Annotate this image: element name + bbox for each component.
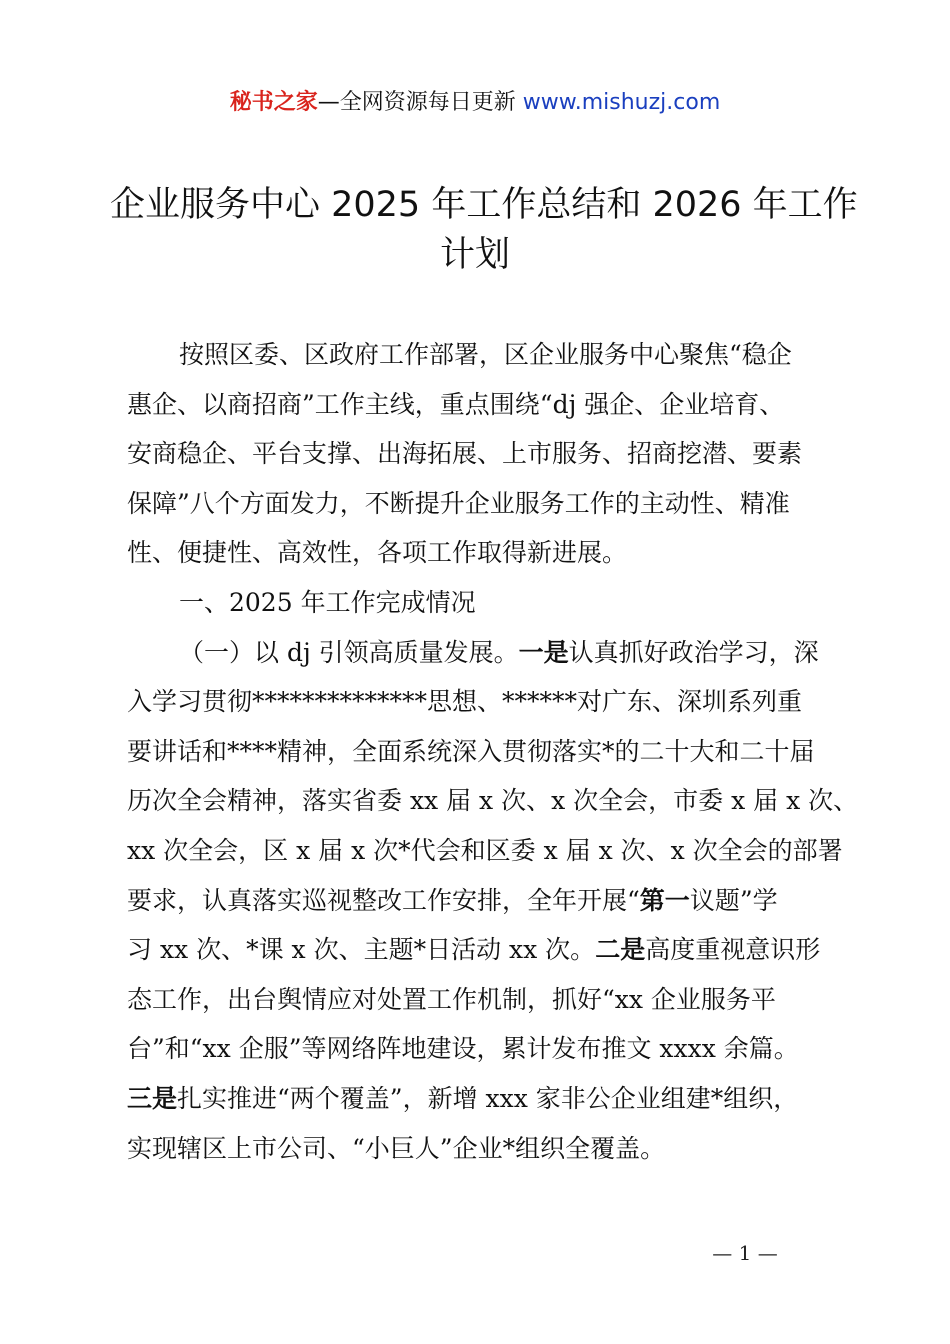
paragraph-1-line: 按照区委、区政府工作部署，区企业服务中心聚焦“稳企 [179,340,792,369]
paragraph-text: 议题”学 [689,885,778,915]
paragraph-2-line: 入学习贯彻**************思想、******对广东、深圳系列重 [127,687,803,717]
document-body [127,330,859,1173]
subsection-heading: （一）以 dj 引领高质量发展。 [179,637,519,667]
paragraph-text: 扎实推进“两个覆盖”，新增 xxx 家非公企业组建*组织， [177,1083,799,1113]
paragraph-text: 认真抓好政治学习，深 [568,637,819,667]
paragraph-1-line: 惠企、以商招商”工作主线，重点围绕“dj 强企、企业培育、 [127,389,785,419]
paragraph-2-line [127,876,839,926]
brand-name: 秘书之家 [229,90,318,115]
bold-marker: 二是 [595,935,646,965]
paragraph-2-line: 态工作，出台舆情应对处置工作机制，抓好“xx 企业服务平 [127,984,776,1014]
page-number: — 1 — [712,1241,778,1265]
bold-marker: 一是 [518,637,569,667]
paragraph-2-line: 要讲话和****精神，全面系统深入贯彻落实*的二十大和二十届 [127,736,815,766]
paragraph-2-line: 台”和“xx 企服”等网络阵地建设，累计发布推文 xxxx 余篇。 [127,1034,799,1064]
paragraph-2-line [127,628,839,678]
paragraph-text: 习 xx 次、*课 x 次、主题*日活动 xx 次。 [127,935,596,965]
header-url-link[interactable]: www.mishuzj.com [522,90,721,115]
bold-marker: 三是 [127,1083,178,1113]
paragraph-2-line [127,925,839,975]
title-line-1: 企业服务中心 2025 年工作总结和 2026 年工作 [110,185,858,225]
paragraph-2-line [127,1074,839,1124]
paragraph-2-line: xx 次全会，区 x 届 x 次*代会和区委 x 届 x 次、x 次全会的部署 [127,835,843,865]
document-title [110,180,858,280]
bold-marker: 第一 [639,885,690,915]
paragraph-text: 高度重视意识形 [645,935,821,965]
paragraph-text: 要求，认真落实巡视整改工作安排，全年开展“ [127,885,640,915]
paragraph-2-line: 实现辖区上市公司、“小巨人”企业*组织全覆盖。 [127,1133,666,1163]
header-tagline: —全网资源每日更新 [317,90,523,115]
paragraph-1-line: 安商稳企、平台支撑、出海拓展、上市服务、招商挖潜、要素 [127,439,803,469]
section-heading-1: 一、2025 年工作完成情况 [179,587,476,617]
paragraph-1-line: 性、便捷性、高效性，各项工作取得新进展。 [127,538,628,568]
title-line-2: 计划 [439,235,510,275]
site-header [0,86,950,120]
paragraph-2-line: 历次全会精神，落实省委 xx 届 x 次、x 次全会，市委 x 届 x 次、 [127,786,859,816]
paragraph-1-line: 保障”八个方面发力，不断提升企业服务工作的主动性、精准 [127,488,790,518]
